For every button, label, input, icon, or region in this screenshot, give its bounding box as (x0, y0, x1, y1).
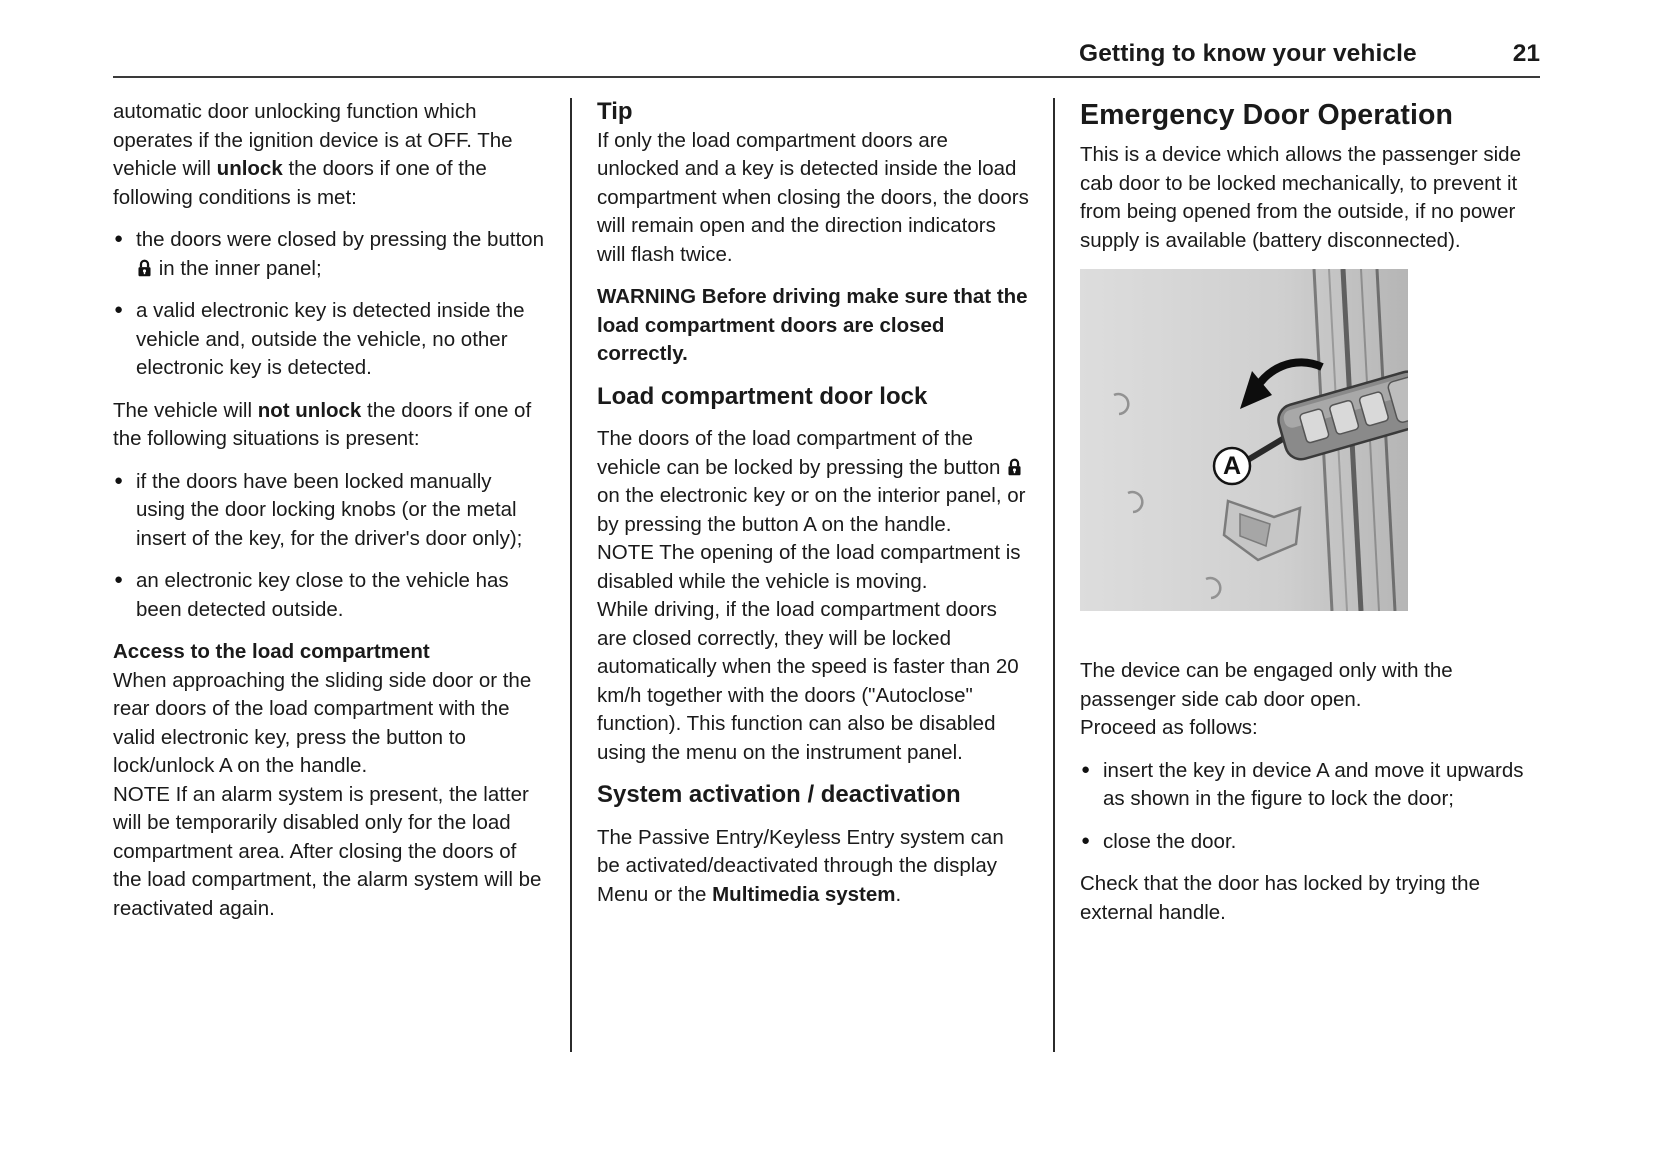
paragraph-engage-condition: The device can be engaged only with the passenger side cab door open. (1080, 659, 1453, 711)
header-rule (113, 76, 1540, 78)
paragraph-note-opening: NOTE The opening of the load compartment is disabled while the vehicle is moving. (597, 541, 1021, 593)
paragraph-proceed: Proceed as follows: (1080, 716, 1258, 739)
bold-not-unlock: not unlock (257, 398, 362, 422)
paragraph-passive-entry: The Passive Entry/Keyless Entry system can be activated/deactivated through the display Menu or the Multimedia system. (597, 825, 1004, 906)
section-title-emergency-door-operation: Emergency Door Operation (1080, 99, 1453, 131)
bold-multimedia-system: Multimedia system (712, 882, 896, 906)
lock-icon (136, 258, 153, 279)
page-number: 21 (1512, 40, 1540, 67)
bullet-icon: ● (114, 230, 124, 247)
list-item: ● an electronic key close to the vehicle has been detected outside. (113, 567, 544, 624)
heading-access-load-compartment: Access to the load compartment (113, 640, 430, 663)
figure-label-a: A (1222, 452, 1242, 480)
bullet-icon: ● (114, 571, 124, 588)
bullet-icon: ● (114, 471, 124, 489)
paragraph-autoclose: While driving, if the load compartment doors are closed correctly, they will be locked automatically when the speed is faster than 20 km/h together with the doors ("Autoclose" function). This function can also be disabled using the menu on the instrument panel. (597, 598, 1019, 764)
bold-unlock: unlock (216, 157, 283, 180)
heading-system-activation: System activation / deactivation (597, 781, 961, 808)
heading-load-compartment-door-lock: Load compartment door lock (597, 382, 928, 410)
figure-emergency-door-device (1080, 269, 1408, 611)
paragraph-device-description: This is a device which allows the passenger side cab door to be locked mechanically, to prevent it from being opened from the outside, if no power supply is available (battery disconnected). (1080, 143, 1521, 252)
list-item: ● if the doors have been locked manually using the door locking knobs (or the metal insert of the key, for the driver's door only); (113, 468, 544, 554)
paragraph-check-door: Check that the door has locked by trying the external handle. (1080, 872, 1480, 924)
door-lock-illustration (1080, 269, 1408, 611)
lock-icon (1006, 457, 1023, 478)
paragraph-note-alarm: NOTE If an alarm system is present, the latter will be temporarily disabled only for the load compartment area. After closing the doors of the load compartment, the alarm system will be reactivated again. (113, 782, 542, 920)
paragraph-not-unlock: The vehicle will not unlock the doors if one of the following situations is present: (113, 398, 532, 450)
header-row (113, 40, 1540, 69)
paragraph-door-lock: The doors of the load compartment of the vehicle can be locked by pressing the button on the electronic key or on the interior panel, or by pressing the button A on the handle. (597, 427, 1026, 536)
paragraph-intro: automatic door unlocking function which operates if the ignition device is at OFF. The vehicle will unlock the doors if one of the following conditions is met: (113, 100, 513, 209)
column-1 (113, 98, 570, 1052)
column-2 (570, 98, 1055, 1052)
list-item: ● the doors were closed by pressing the button in the inner panel; (113, 226, 544, 283)
content-columns (113, 98, 1540, 1052)
page-header (113, 40, 1540, 78)
chapter-title: Getting to know your vehicle (1079, 40, 1417, 67)
bullet-icon: ● (114, 301, 124, 318)
list-item: ● insert the key in device A and move it upwards as shown in the figure to lock the door; (1080, 757, 1540, 814)
paragraph-approaching: When approaching the sliding side door or the rear doors of the load compartment with the valid electronic key, press the button to lock/unlock A on the handle. (113, 668, 532, 777)
bullet-icon: ● (1081, 760, 1091, 778)
list-item: ● close the door. (1080, 828, 1540, 857)
heading-tip: Tip (597, 98, 633, 125)
bullet-icon: ● (1081, 831, 1091, 849)
paragraph-tip: If only the load compartment doors are unlocked and a key is detected inside the load compartment when closing the doors, the doors will remain open and the direction indicators will flash twice. (597, 128, 1029, 266)
list-item: ● a valid electronic key is detected inside the vehicle and, outside the vehicle, no other electronic key is detected. (113, 297, 544, 383)
paragraph-warning: WARNING Before driving make sure that the load compartment doors are closed correctly. (597, 285, 1028, 365)
column-3 (1055, 98, 1540, 1052)
